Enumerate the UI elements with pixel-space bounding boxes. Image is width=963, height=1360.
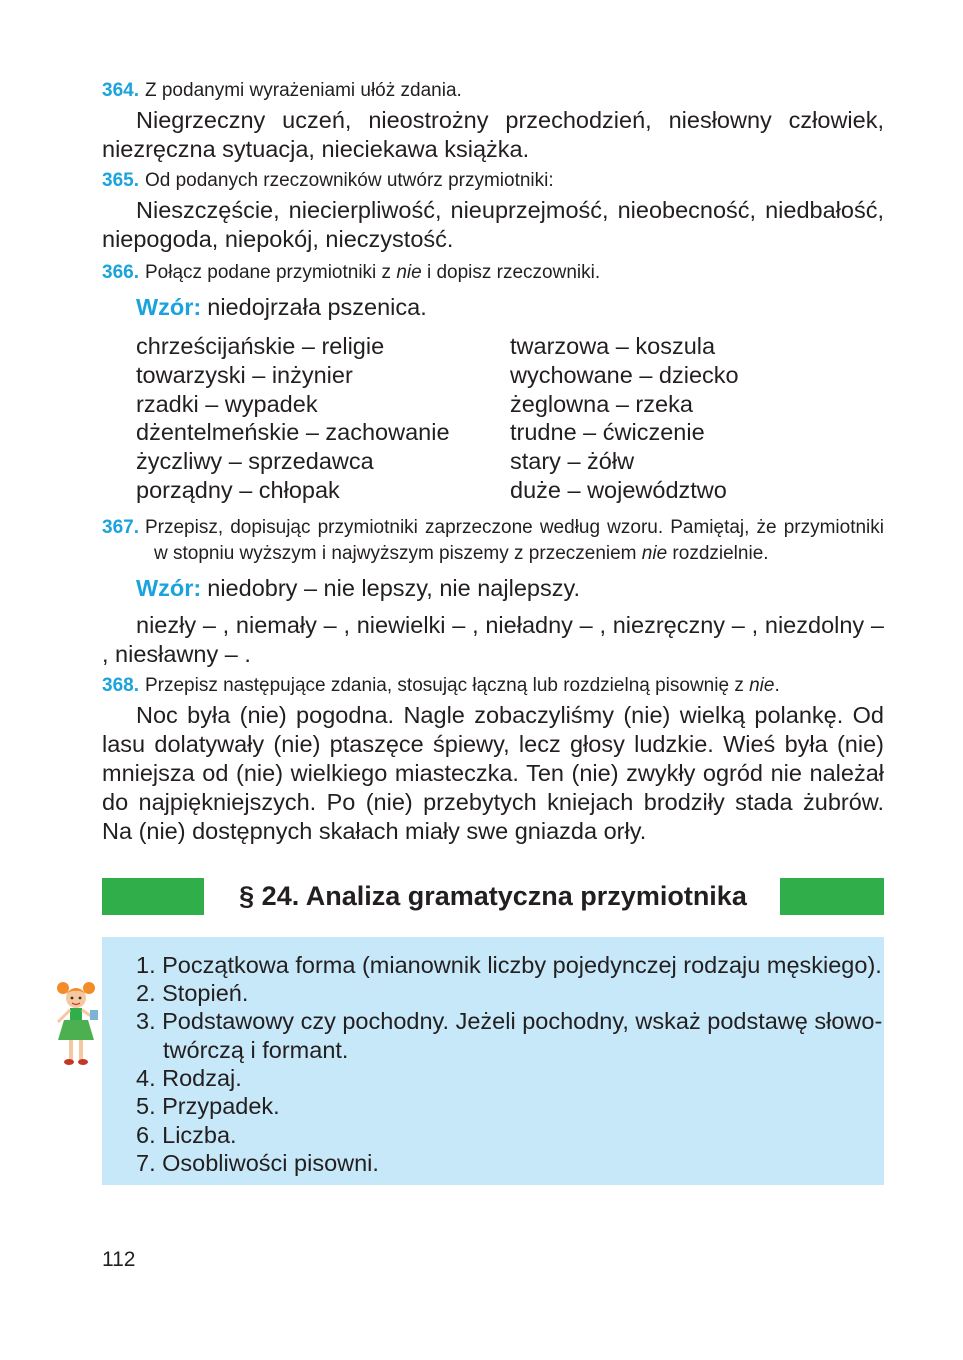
- list-item: chrześcijańskie – religie: [136, 333, 385, 359]
- exercise-367-instruction: 367. Przepisz, dopisując przymiotniki zaprzeczone według wzoru. Pamiętaj, że przymiotniki w stopniu wyższym i najwyższym piszemy z przeczeniem nie rozdzielnie.: [102, 516, 884, 564]
- exercise-number: 368.: [102, 674, 139, 696]
- list-item: porządny – chłopak: [136, 476, 340, 503]
- exercise-364-text: Niegrzeczny uczeń, nieostrożny przechodzień, niesłowny człowiek, niezręczna sytuacja, nieciekawa książka.: [102, 107, 884, 162]
- exercise-365-text: Nieszczęście, niecierpliwość, nieuprzejmość, nieobecność, niedbałość, niepogoda, niepokój, nieczystość.: [102, 197, 884, 252]
- list-item: 2. Stopień.: [136, 980, 249, 1007]
- exercise-365-instruction: 365. Od podanych rzeczowników utwórz przymiotniki:: [102, 170, 554, 191]
- list-item: dżentelmeńskie – zachowanie: [136, 419, 450, 446]
- exercise-number: 364.: [102, 80, 139, 101]
- right-column: [510, 332, 884, 505]
- list-item: stary – żółw: [510, 448, 635, 475]
- left-column: [136, 332, 510, 505]
- exercise-number: 365.: [102, 170, 139, 191]
- list-item: życzliwy – sprzedawca: [136, 448, 374, 475]
- exercise-364-instruction: 364. Z podanymi wyrażeniami ułóż zdania.: [102, 80, 462, 101]
- list-item: duże – województwo: [510, 476, 727, 503]
- list-item: trudne – ćwiczenie: [510, 419, 705, 446]
- list-item: wychowane – dziecko: [510, 361, 739, 388]
- page-number: 112: [102, 1248, 136, 1271]
- list-item: żeglowna – rzeka: [510, 390, 693, 417]
- girl-character-icon: [50, 978, 102, 1070]
- list-item: 7. Osobliwości pisowni.: [136, 1149, 379, 1176]
- list-item: twórczą i formant.: [163, 1036, 349, 1063]
- section-title: § 24. Analiza gramatyczna przymiotnika: [239, 880, 747, 911]
- exercise-366-pattern: Wzór: niedojrzała pszenica.: [136, 294, 427, 320]
- list-item: 4. Rodzaj.: [136, 1064, 242, 1091]
- exercise-366-word-pairs: [136, 332, 884, 505]
- list-item: 3. Podstawowy czy pochodny. Jeżeli pochodny, wskaż podstawę słowo-: [136, 1008, 883, 1035]
- list-item: 5. Przypadek.: [136, 1093, 280, 1120]
- list-item: rzadki – wypadek: [136, 390, 318, 417]
- page-content: [102, 78, 884, 1185]
- exercise-368-text: Noc była (nie) pogodna. Nagle zobaczyliśmy (nie) wielką polankę. Od lasu dolatywały (nie) ptaszęce śpiewy, lecz głosy ludzkie. Wieś była (nie) mniejsza od (nie) wielkiego miasteczka. Ten (nie) zwykły ogród nie należał do najpiękniejszych. Po (nie) przebytych kniejach brodziły stada żubrów. Na (nie) dostępnych skałach miały swe gniazda orły.: [102, 701, 884, 844]
- exercise-number: 366.: [102, 262, 139, 283]
- list-item: 6. Liczba.: [136, 1121, 237, 1148]
- exercise-367-pattern: Wzór: niedobry – nie lepszy, nie najlepszy.: [136, 574, 580, 601]
- exercise-368-instruction: 368. Przepisz następujące zdania, stosując łączną lub rozdzielną pisownię z nie.: [102, 674, 780, 696]
- exercise-366-instruction: 366. Połącz podane przymiotniki z nie i dopisz rzeczowniki.: [102, 262, 601, 283]
- list-item: twarzowa – koszula: [510, 333, 716, 359]
- exercise-number: 367.: [102, 516, 139, 538]
- list-item: towarzyski – inżynier: [136, 361, 353, 388]
- exercise-367-text: niezły – , niemały – , niewielki – , nieładny – , niezręczny – , niezdolny – , niesławny – .: [102, 611, 884, 667]
- analysis-steps-box: [102, 937, 884, 1185]
- section-header: [102, 878, 884, 915]
- list-item: 1. Początkowa forma (mianownik liczby pojedynczej rodzaju męskiego).: [136, 951, 882, 978]
